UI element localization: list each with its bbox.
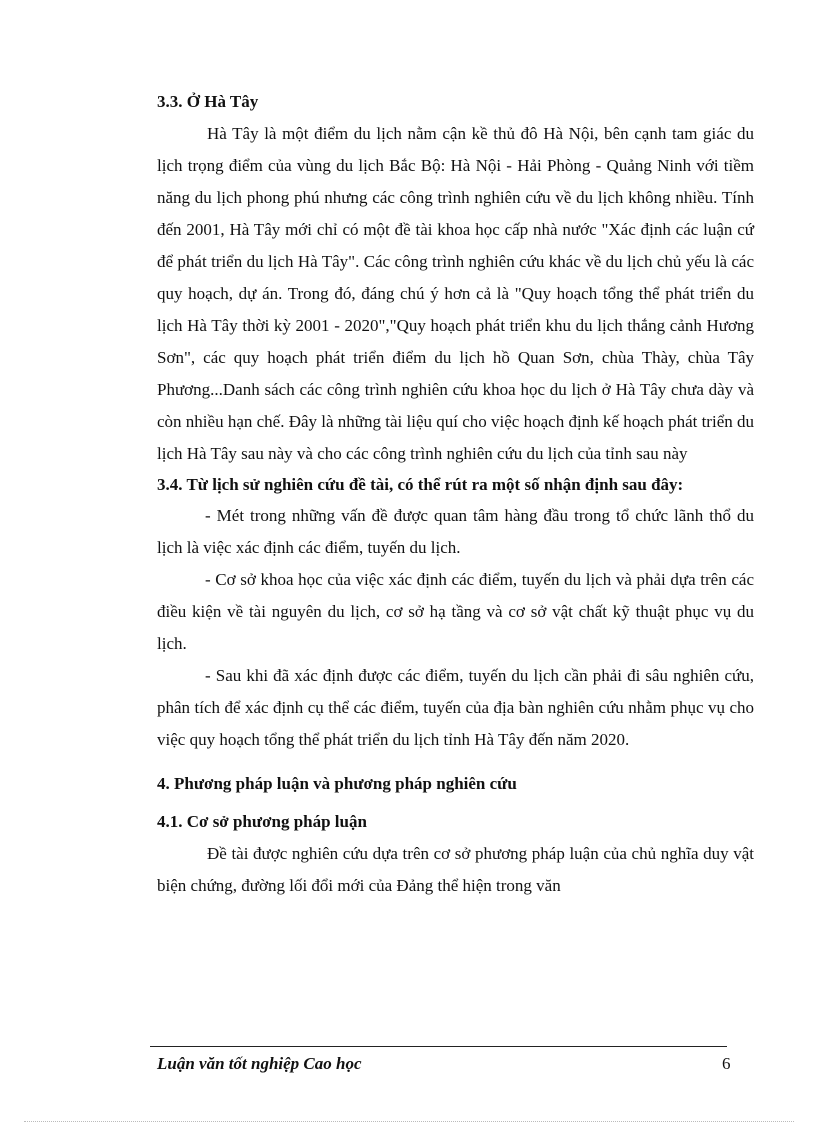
page-edge-divider [24,1121,794,1122]
bullet-item-1: - Mét trong những vấn đề được quan tâm hàng đầu trong tổ chức lãnh thổ du lịch là việc xác định các điểm, tuyến du lịch. [157,506,754,557]
section-4-1-paragraph: Đề tài được nghiên cứu dựa trên cơ sở phương pháp luận của chủ nghĩa duy vật biện chứng, đường lối đổi mới của Đảng thể hiện trong văn [157,844,754,895]
page-number: 6 [722,1054,731,1073]
footer-divider [150,1046,727,1047]
section-heading-4: 4. Phương pháp luận và phương pháp nghiên cứu [157,774,517,793]
bullet-item-2: - Cơ sở khoa học của việc xác định các điểm, tuyến du lịch và phải dựa trên các điều kiện về tài nguyên du lịch, cơ sở hạ tầng và cơ sở vật chất kỹ thuật phục vụ du lịch. [157,570,754,653]
section-heading-3-4: 3.4. Từ lịch sử nghiên cứu đề tài, có thể rút ra một số nhận định sau đây: [157,475,684,494]
section-heading-3-3: 3.3. Ở Hà Tây [157,92,259,111]
page-body [157,86,754,902]
bullet-item-3: - Sau khi đã xác định được các điểm, tuyến du lịch cần phải đi sâu nghiên cứu, phân tích để xác định cụ thể các điểm, tuyến của địa bàn nghiên cứu nhằm phục vụ cho việc quy hoạch tổng thể phát triển du lịch tỉnh Hà Tây đến năm 2020. [157,666,754,749]
section-heading-4-1: 4.1. Cơ sở phương pháp luận [157,812,367,831]
section-3-3-paragraph: Hà Tây là một điểm du lịch nằm cận kề thủ đô Hà Nội, bên cạnh tam giác du lịch trọng điểm của vùng du lịch Bắc Bộ: Hà Nội - Hải Phòng - Quảng Ninh với tiềm năng du lịch phong phú nhưng các công trình nghiên cứu về du lịch không nhiều. Tính đến 2001, Hà Tây mới chỉ có một đề tài khoa học cấp nhà nước "Xác định các luận cứ để phát triển du lịch Hà Tây". Các công trình nghiên cứu khác về du lịch chủ yếu là các quy hoạch, dự án. Trong đó, đáng chú ý hơn cả là "Quy hoạch tổng thể phát triển du lịch Hà Tây thời kỳ 2001 - 2020","Quy hoạch phát triển khu du lịch thắng cảnh Hương Sơn", các quy hoạch phát triển điểm du lịch hồ Quan Sơn, chùa Thày, chùa Tây Phương...Danh sách các công trình nghiên cứu khoa học du lịch ở Hà Tây chưa dày và còn nhiều hạn chế. Đây là những tài liệu quí cho việc hoạch định kế hoạch phát triển du lịch Hà Tây sau này và cho các công trình nghiên cứu du lịch của tỉnh sau này [157,124,754,463]
footer-title: Luận văn tốt nghiệp Cao học [157,1054,362,1073]
